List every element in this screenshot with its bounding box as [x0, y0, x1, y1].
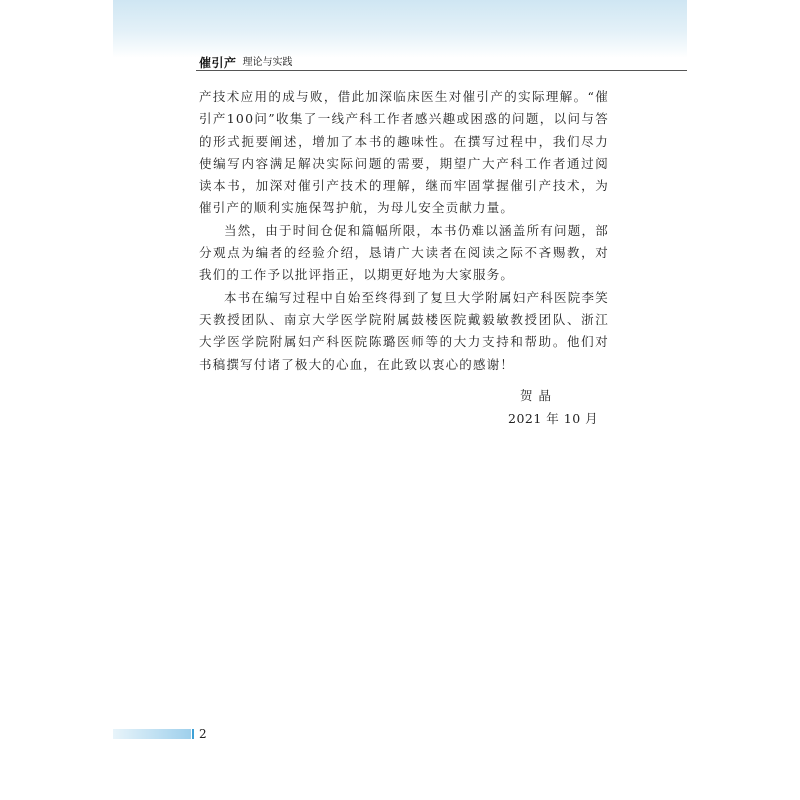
running-head-subtitle: 理论与实践 — [242, 57, 293, 68]
preface-body — [199, 86, 609, 376]
paragraph: 本书在编写过程中自始至终得到了复旦大学附属妇产科医院李笑天教授团队、南京大学医学院附属鼓楼医院戴毅敏教授团队、浙江大学医学院附属妇产科医院陈璐医师等的大力支持和帮助。他们对书稿撰写付诸了极大的心血，在此致以衷心的感谢！ — [199, 289, 609, 372]
paragraph-continued: 产技术应用的成与败，借此加深临床医生对催引产的实际理解。“催引产100问”收集了一线产科工作者感兴趣或困惑的问题，以问与答的形式扼要阐述，增加了本书的趣味性。在撰写过程中，我们尽力使编写内容满足解决实际问题的需要，期望广大产科工作者通过阅读本书，加深对催引产技术的理解，继而牢固掌握催引产技术，为催引产的顺利实施保驾护航，为母儿安全贡献力量。 — [199, 89, 609, 216]
header-divider — [196, 70, 687, 71]
paragraph: 当然，由于时间仓促和篇幅所限，本书仍难以涵盖所有问题，部分观点为编者的经验介绍，恳请广大读者在阅读之际不吝赐教，对我们的工作予以批评指正，以期更好地为大家服务。 — [199, 222, 609, 283]
footer-accent-mark — [192, 729, 194, 739]
author-signature: 贺晶 — [520, 388, 558, 403]
header-decorative-band — [113, 0, 687, 58]
running-head-book-title: 催引产 — [199, 56, 237, 70]
page-number: 2 — [199, 727, 207, 741]
signature-date: 2021 年 10 月 — [508, 411, 599, 426]
footer-decorative-band — [113, 729, 191, 739]
